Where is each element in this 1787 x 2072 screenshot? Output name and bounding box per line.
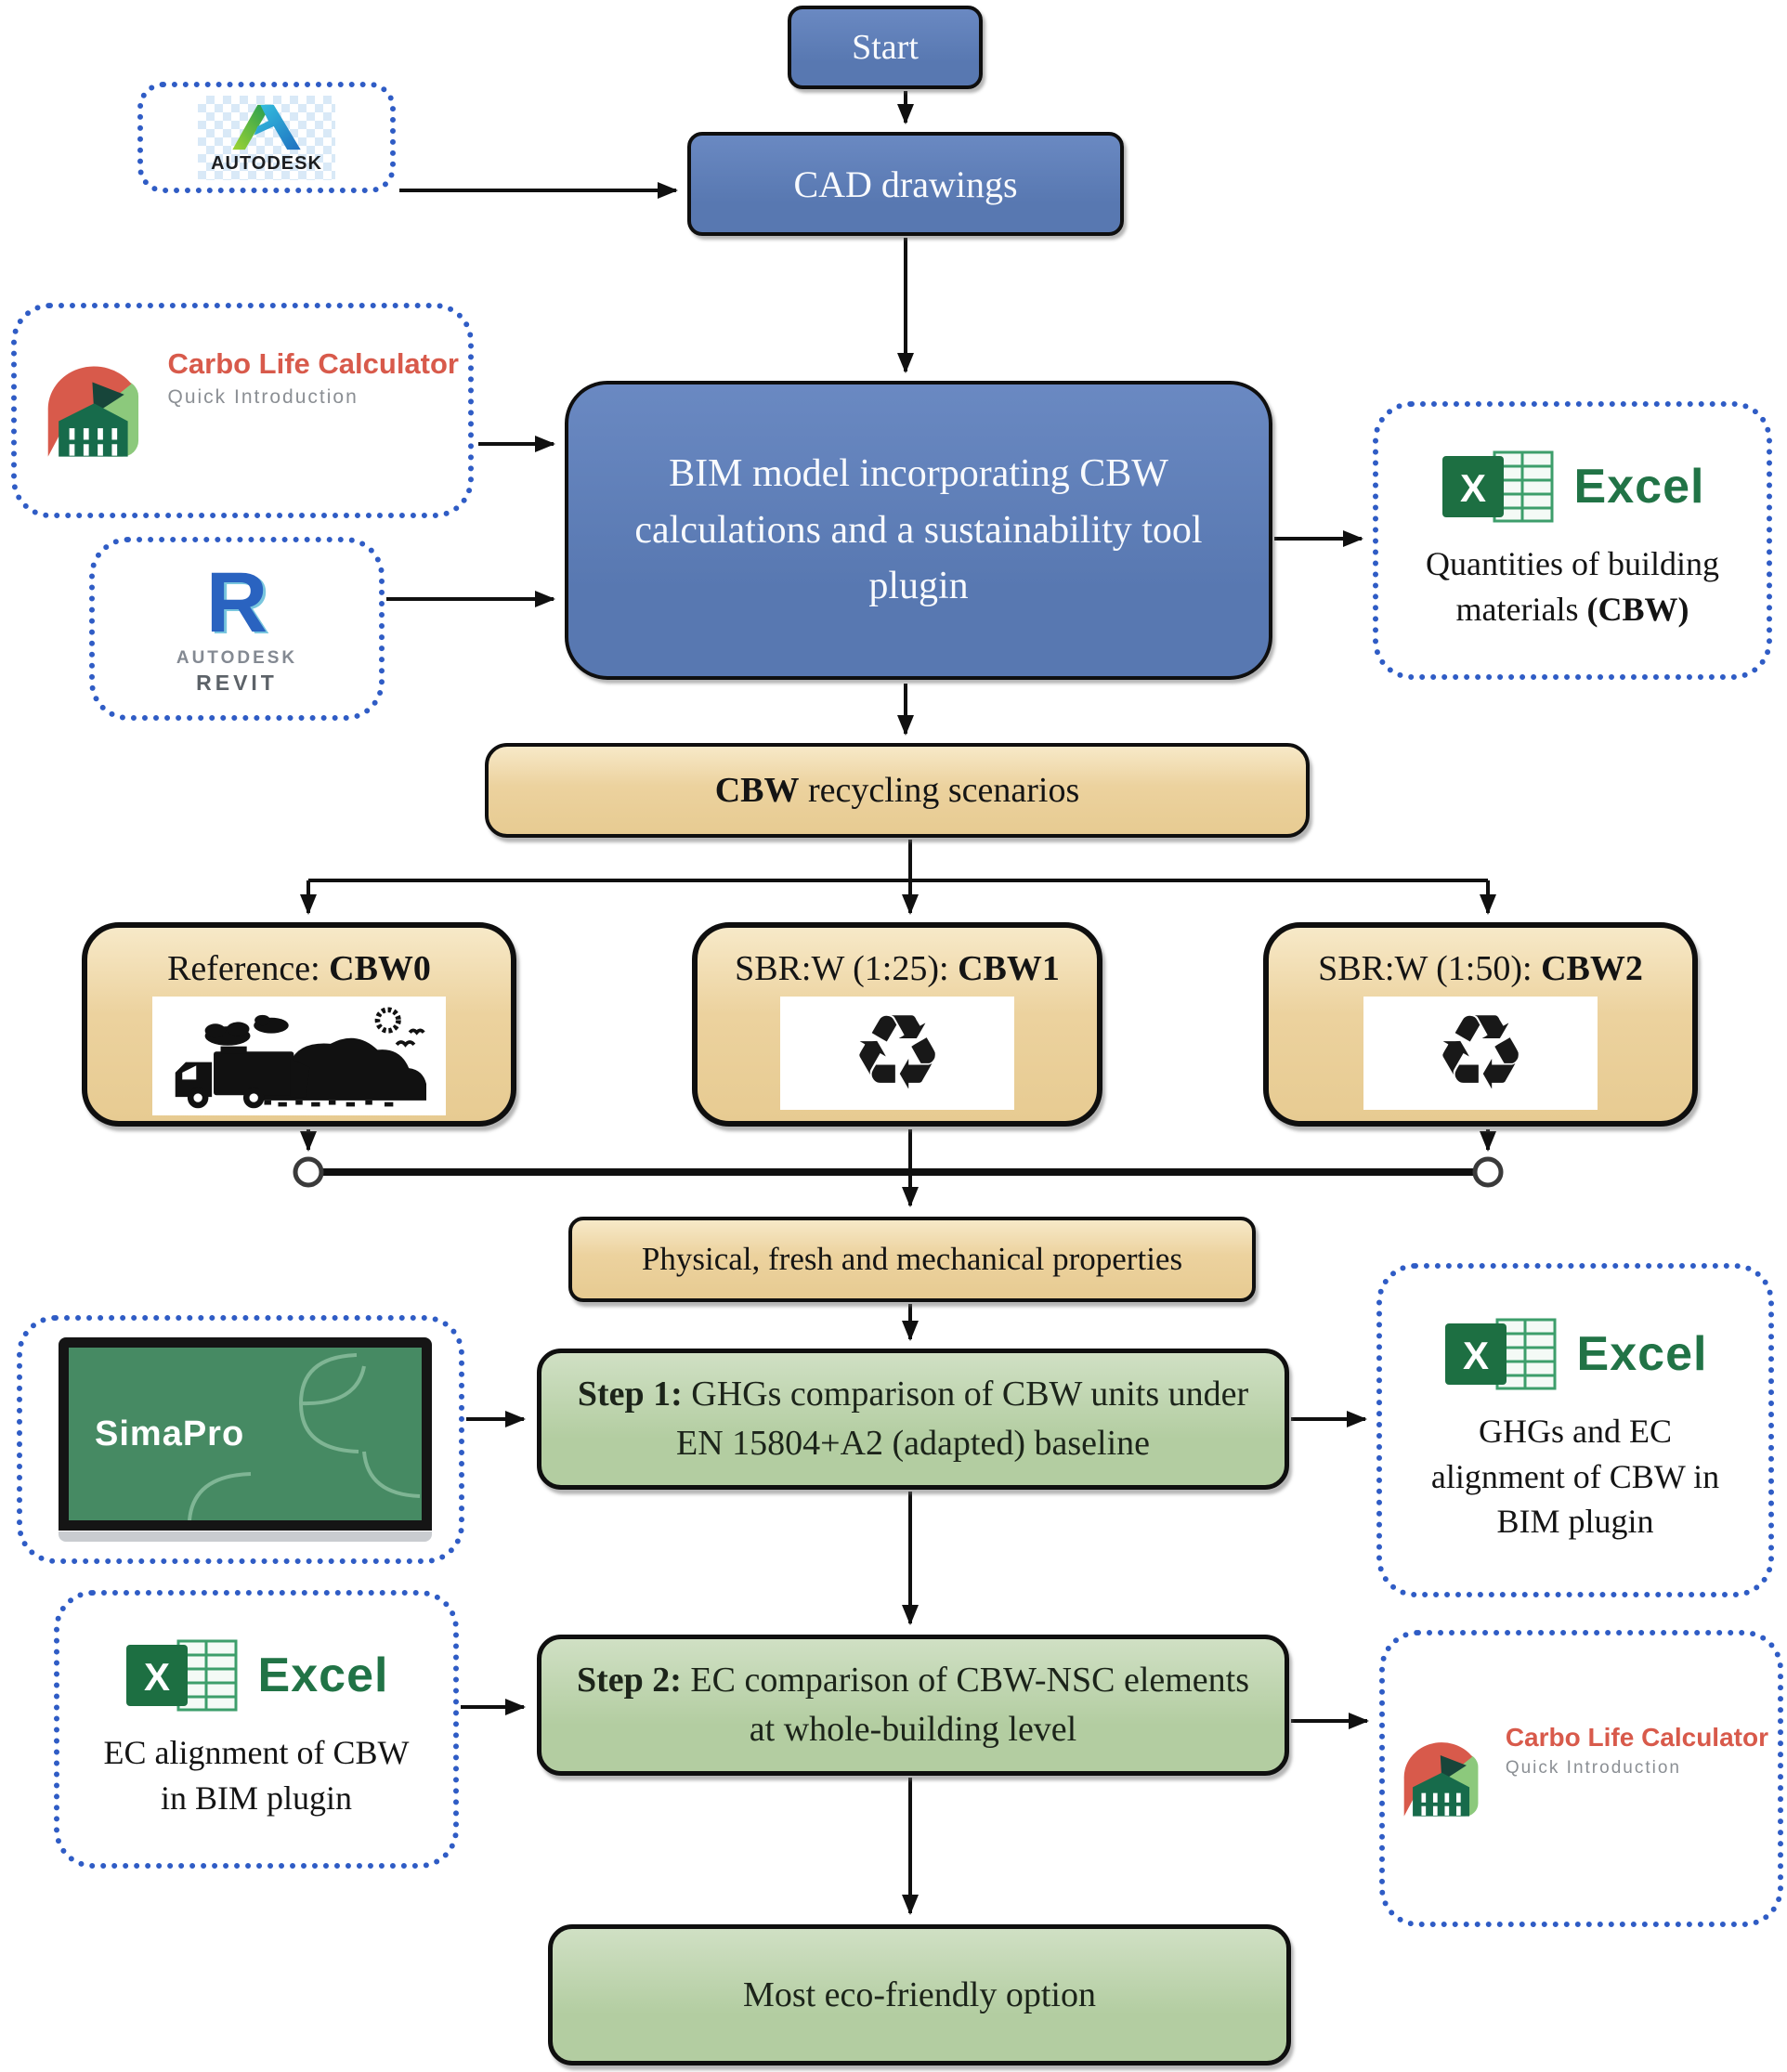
final-node — [548, 1924, 1291, 2065]
connector-circle-right — [1475, 1159, 1501, 1185]
bim-label: BIM model incorporating CBW calculations and a sustainability tool plugin — [634, 451, 1203, 608]
excel-icon — [124, 1637, 243, 1714]
scenarios-label: CBW recycling scenarios — [714, 771, 1080, 810]
step2-node — [537, 1635, 1289, 1776]
excel-logo — [1443, 1316, 1708, 1392]
svg-text:X: X — [1459, 466, 1486, 511]
excel-icon — [1443, 1316, 1562, 1392]
scenario-cbw2-node — [1263, 922, 1698, 1127]
revit-logo-box — [89, 537, 385, 721]
simapro-laptop-icon — [59, 1337, 423, 1542]
cad-drawings-node — [687, 132, 1124, 236]
revit-brand: AUTODESK — [176, 647, 298, 668]
cad-label: CAD drawings — [793, 163, 1018, 205]
carbo-logo-text — [168, 347, 460, 409]
simapro-wordmark: SimaPro — [95, 1414, 245, 1453]
cbw0-label: Reference: CBW0 — [167, 949, 431, 988]
excel-logo — [124, 1637, 389, 1714]
recycle-icon: ♻ — [1363, 997, 1598, 1110]
cbw-scenarios-node — [485, 743, 1310, 838]
landfill-icon — [152, 997, 446, 1115]
start-label: Start — [852, 28, 919, 67]
excel-wordmark: Excel — [1573, 460, 1705, 515]
excel-ec-box — [54, 1590, 459, 1869]
step2-label: Step 2: EC comparison of CBW-NSC elements at whole-building level — [576, 1660, 1250, 1749]
carbo-logo-text — [1506, 1723, 1768, 1779]
revit-r-icon: R — [205, 554, 268, 650]
carbo-building-icon — [1400, 1723, 1487, 1834]
scenario-cbw0-node — [82, 922, 516, 1127]
carbo-building-icon — [43, 347, 150, 474]
excel-logo — [1441, 449, 1705, 525]
excel-icon — [1441, 449, 1559, 525]
carbo-title: Carbo Life Calculator — [1505, 1723, 1768, 1752]
physical-label: Physical, fresh and mechanical properties — [641, 1241, 1183, 1277]
revit-product: REVIT — [196, 670, 278, 695]
carbo-life-calculator-box-bottom — [1379, 1630, 1783, 1927]
autodesk-a-icon — [230, 101, 303, 153]
carbo-title: Carbo Life Calculator — [167, 347, 459, 380]
connector-circle-left — [295, 1159, 321, 1185]
excel-wordmark: Excel — [1576, 1327, 1708, 1382]
cbw1-label: SBR:W (1:25): CBW1 — [735, 949, 1060, 988]
step1-label: Step 1: GHGs comparison of CBW units under EN 15804+A2 (adapted) baseline — [577, 1374, 1249, 1463]
svg-text:X: X — [1462, 1334, 1489, 1378]
final-label: Most eco-friendly option — [743, 1975, 1096, 2014]
laptop-base — [59, 1531, 432, 1542]
step1-node — [537, 1349, 1289, 1490]
excel-wordmark: Excel — [257, 1648, 389, 1703]
svg-text:X: X — [143, 1655, 170, 1700]
autodesk-logo — [198, 96, 335, 180]
excel-caption: EC alignment of CBW in BIM plugin — [103, 1734, 410, 1817]
carbo-life-calculator-box-top — [11, 303, 474, 518]
carbo-subtitle: Quick Introduction — [1505, 1758, 1681, 1778]
scenario-cbw1-node — [692, 922, 1102, 1127]
autodesk-wordmark: AUTODESK — [211, 152, 322, 174]
carbo-subtitle: Quick Introduction — [167, 386, 359, 408]
excel-caption: Quantities of building materials (CBW) — [1426, 545, 1719, 628]
bim-model-node — [565, 381, 1272, 680]
excel-caption: GHGs and EC alignment of CBW in BIM plugin — [1430, 1413, 1720, 1541]
simapro-logo-box — [17, 1315, 464, 1564]
autodesk-logo-box — [137, 82, 396, 193]
start-node — [788, 6, 983, 89]
excel-ghgs-box — [1376, 1263, 1774, 1597]
recycle-icon: ♻ — [780, 997, 1014, 1110]
physical-properties-node — [568, 1217, 1256, 1302]
cbw2-label: SBR:W (1:50): CBW2 — [1318, 949, 1643, 988]
excel-quantities-box — [1373, 401, 1772, 680]
